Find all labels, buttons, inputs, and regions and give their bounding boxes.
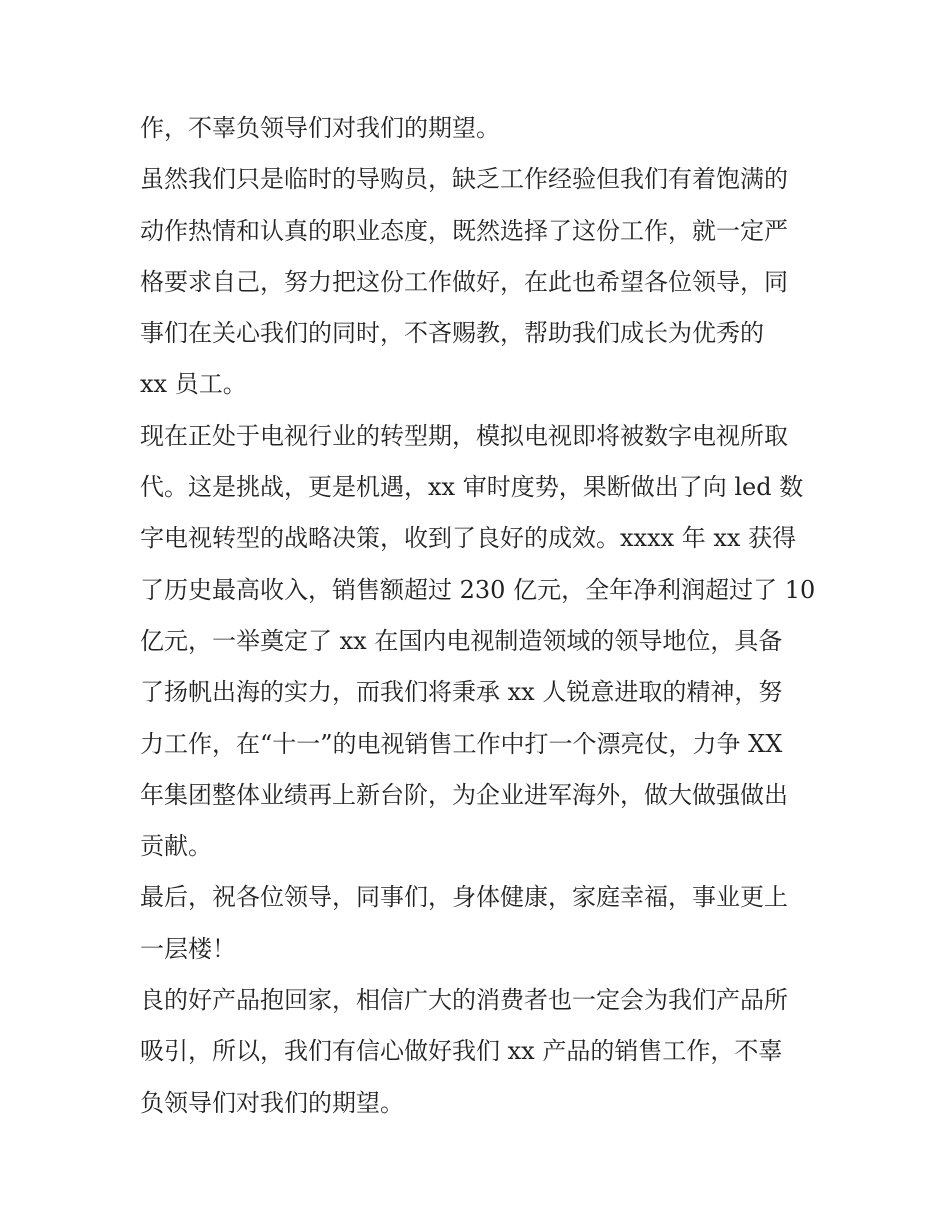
text-line: 贡献。	[140, 832, 212, 861]
text-line: 年集团整体业绩再上新台阶，为企业进军海外，做大做强做出	[140, 780, 788, 809]
document-body	[140, 103, 820, 1129]
text-line: 力工作，在“十一”的电视销售工作中打一个漂亮仗，力争 XX	[140, 729, 783, 758]
text-line: 格要求自己，努力把这份工作做好，在此也希望各位领导，同	[140, 267, 788, 296]
text-line: 最后，祝各位领导，同事们，身体健康，家庭幸福，事业更上	[140, 883, 788, 912]
text-line: 代。这是挑战，更是机遇，xx 审时度势，果断做出了向 led 数	[140, 473, 804, 502]
paragraph-5	[140, 975, 820, 1129]
text-line: 一层楼！	[140, 934, 236, 963]
text-line: 现在正处于电视行业的转型期，模拟电视即将被数字电视所取	[140, 421, 788, 450]
text-line: 了历史最高收入，销售额超过 230 亿元，全年净利润超过了 10	[140, 575, 816, 604]
paragraph-4	[140, 872, 820, 975]
text-line: 虽然我们只是临时的导购员，缺乏工作经验但我们有着饱满的	[140, 165, 788, 194]
text-line: 动作热情和认真的职业态度，既然选择了这份工作，就一定严	[140, 216, 788, 245]
text-line: xx 员工。	[140, 370, 247, 399]
text-line: 事们在关心我们的同时，不吝赐教，帮助我们成长为优秀的	[140, 319, 764, 348]
text-line: 吸引，所以，我们有信心做好我们 xx 产品的销售工作，不辜	[140, 1037, 783, 1066]
text-line: 字电视转型的战略决策，收到了良好的成效。xxxx 年 xx 获得	[140, 524, 797, 553]
text-line: 作，不辜负领导们对我们的期望。	[140, 114, 500, 142]
text-line: 良的好产品抱回家，相信广大的消费者也一定会为我们产品所	[140, 986, 788, 1015]
text-line: 亿元，一举奠定了 xx 在国内电视制造领域的领导地位，具备	[140, 626, 783, 655]
text-line: 负领导们对我们的期望。	[140, 1088, 404, 1117]
paragraph-1	[140, 103, 820, 154]
text-line: 了扬帆出海的实力，而我们将秉承 xx 人锐意进取的精神，努	[140, 678, 783, 707]
paragraph-3	[140, 411, 820, 873]
paragraph-2	[140, 154, 820, 410]
